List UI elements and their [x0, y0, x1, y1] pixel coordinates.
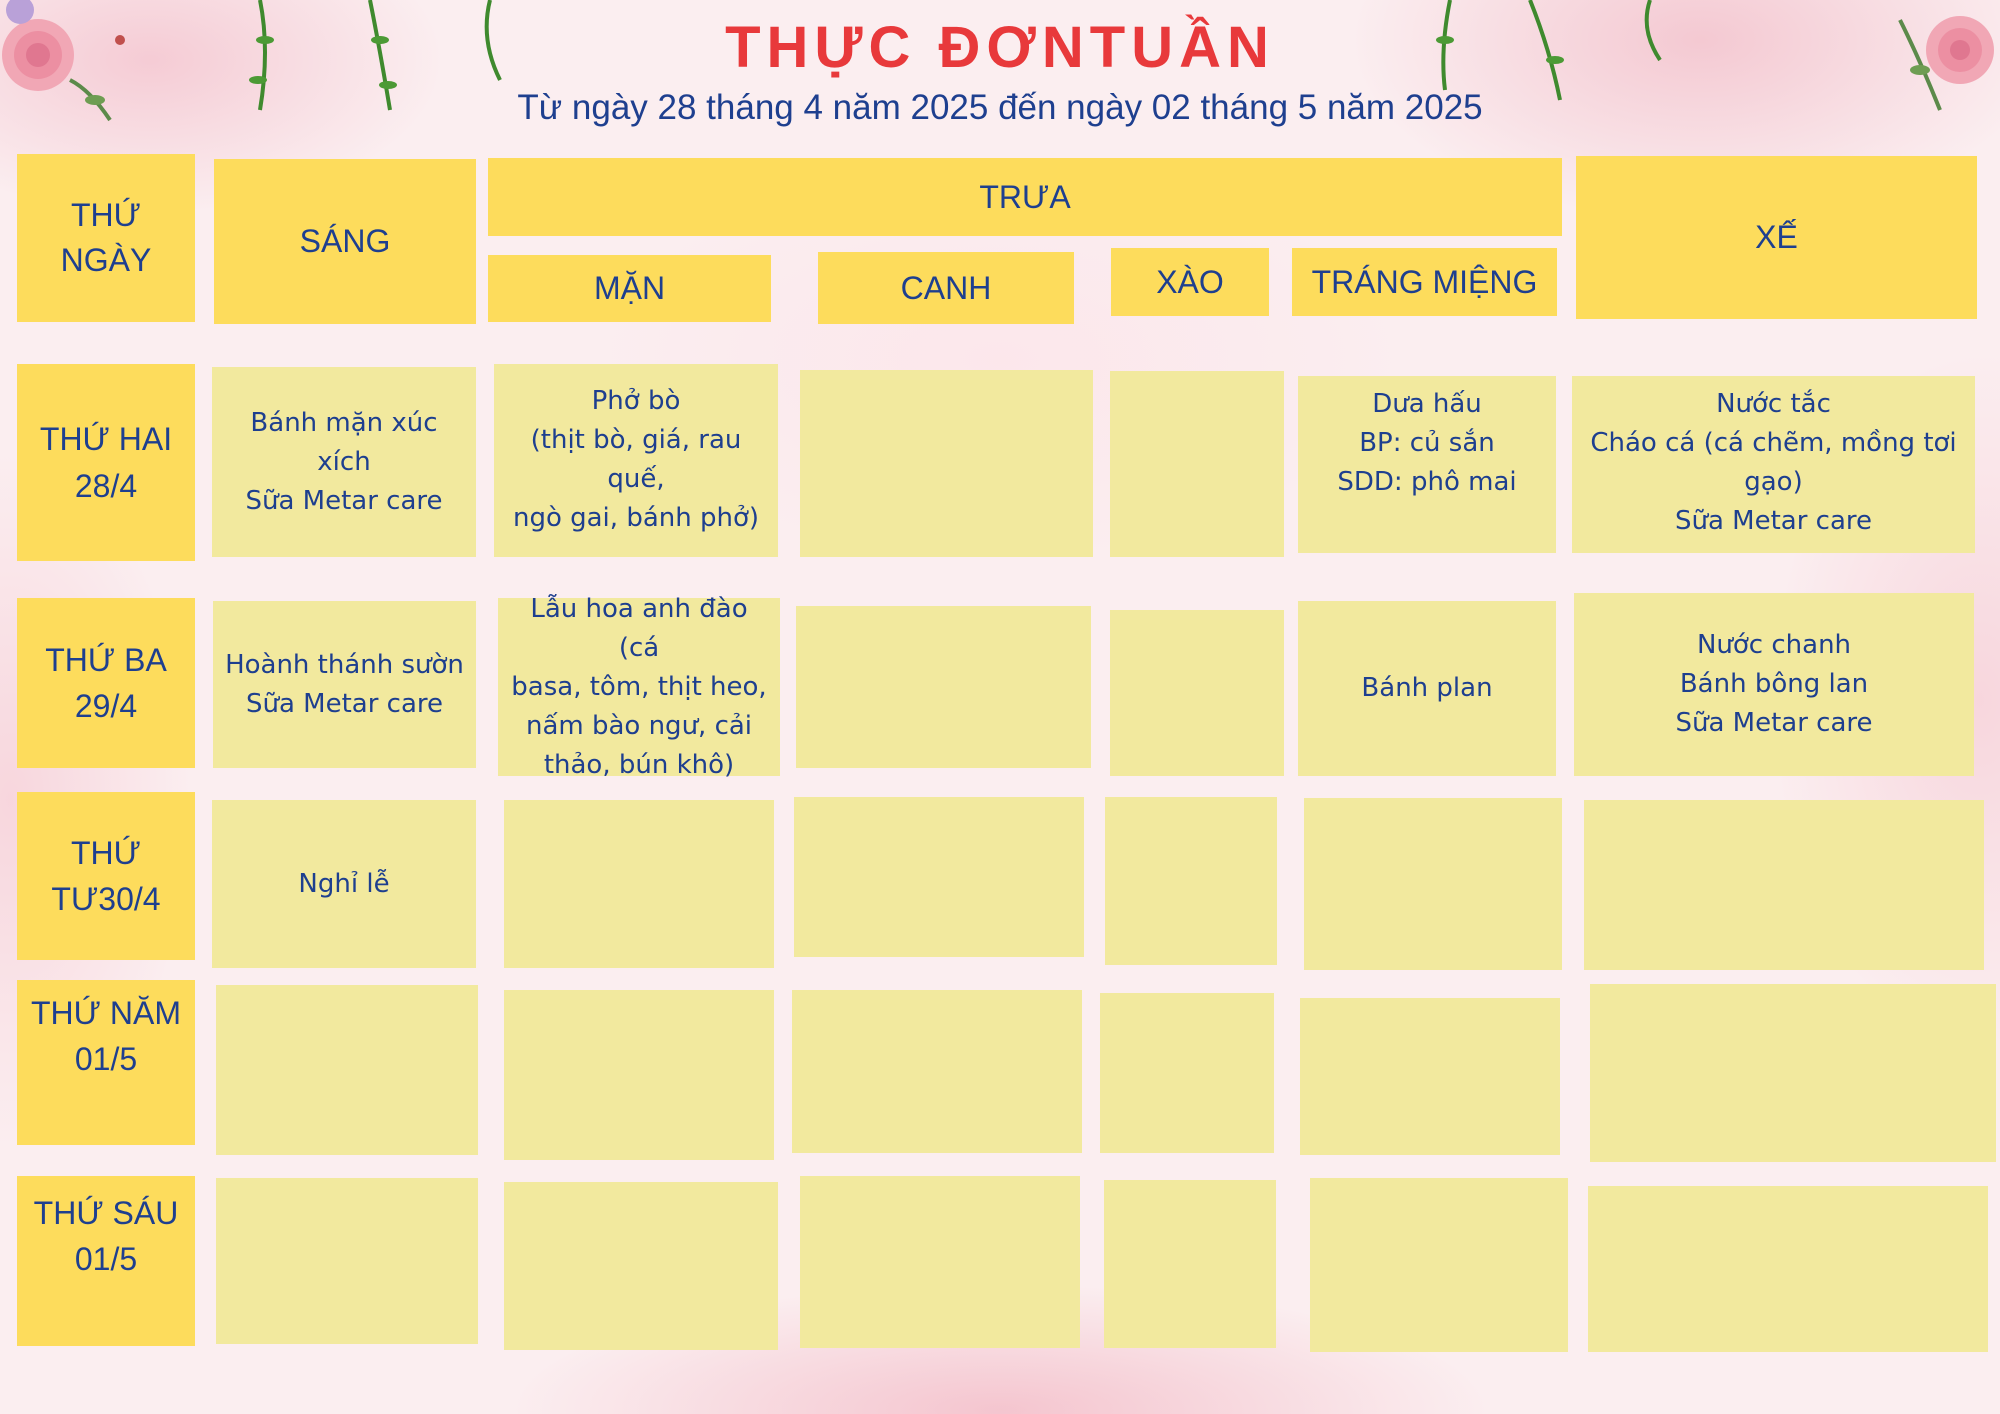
menu-cell-man: Phở bò (thịt bò, giá, rau quế, ngò gai, bánh phở): [494, 364, 778, 557]
menu-cell-xao: [1100, 993, 1274, 1153]
day-cell: THỨ NĂM 01/5: [17, 980, 195, 1145]
header-sang: SÁNG: [214, 159, 476, 324]
day-cell: THỨ BA 29/4: [17, 598, 195, 768]
menu-cell-man: [504, 990, 774, 1160]
menu-cell-man: Lẫu hoa anh đào (cá basa, tôm, thịt heo, nấm bào ngư, cải thảo, bún khô): [498, 598, 780, 776]
menu-cell-xao: [1105, 797, 1277, 965]
menu-cell-canh: [794, 797, 1084, 957]
page-title: THỰC ĐƠNTUẦN: [725, 15, 1275, 80]
header-trang-mieng: TRÁNG MIỆNG: [1292, 248, 1557, 316]
page-subtitle: Từ ngày 28 tháng 4 năm 2025 đến ngày 02 tháng 5 năm 2025: [517, 88, 1483, 127]
menu-cell-xao: [1110, 371, 1284, 557]
menu-cell-trang-mieng: Bánh plan: [1298, 601, 1556, 776]
header-thu-ngay: THỨ NGÀY: [17, 154, 195, 322]
menu-cell-xao: [1110, 610, 1284, 776]
menu-cell-xe: [1588, 1186, 1988, 1352]
menu-cell-xao: [1104, 1180, 1276, 1348]
day-cell: THỨ SÁU 01/5: [17, 1176, 195, 1346]
header-trua: TRƯA: [488, 158, 1562, 236]
menu-cell-xe: [1584, 800, 1984, 970]
header-man: MẶN: [488, 255, 771, 322]
menu-cell-sang: [216, 1178, 478, 1344]
menu-cell-sang: [216, 985, 478, 1155]
menu-cell-trang-mieng: [1304, 798, 1562, 970]
header-xe: XẾ: [1576, 156, 1977, 319]
header-xao: XÀO: [1111, 248, 1269, 316]
day-cell: THỨ TƯ30/4: [17, 792, 195, 960]
menu-cell-canh: [796, 606, 1091, 768]
menu-cell-xe: Nước chanh Bánh bông lan Sữa Metar care: [1574, 593, 1974, 776]
header-canh: CANH: [818, 252, 1074, 324]
menu-cell-man: [504, 1182, 778, 1350]
menu-cell-sang: Nghỉ lễ: [212, 800, 476, 968]
menu-cell-man: [504, 800, 774, 968]
menu-cell-sang: Bánh mặn xúc xích Sữa Metar care: [212, 367, 476, 557]
day-cell: THỨ HAI 28/4: [17, 364, 195, 561]
menu-cell-xe: Nước tắc Cháo cá (cá chẽm, mồng tơi gạo) Sữa Metar care: [1572, 376, 1975, 553]
menu-cell-canh: [792, 990, 1082, 1153]
menu-cell-trang-mieng: [1300, 998, 1560, 1155]
menu-cell-xe: [1590, 984, 1996, 1162]
menu-cell-sang: Hoành thánh sườn Sữa Metar care: [213, 601, 476, 768]
menu-cell-trang-mieng: Dưa hấu BP: củ sắn SDD: phô mai: [1298, 376, 1556, 553]
menu-cell-canh: [800, 370, 1093, 557]
menu-cell-canh: [800, 1176, 1080, 1348]
menu-cell-trang-mieng: [1310, 1178, 1568, 1352]
